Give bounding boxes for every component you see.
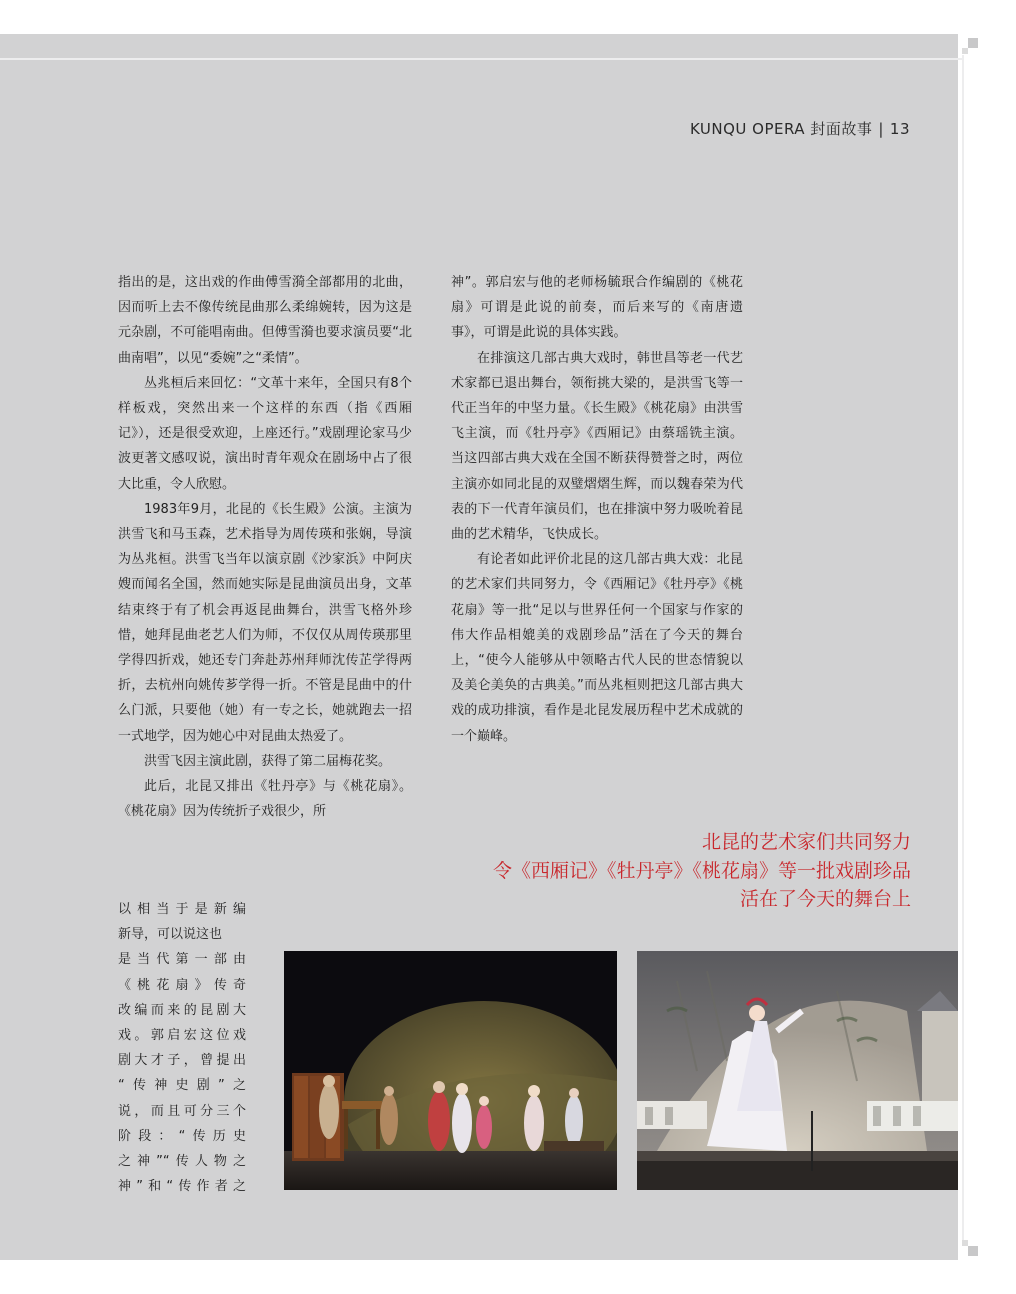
text-line: “传神史剧”之 — [118, 1078, 246, 1094]
paragraph: 在排演这几部古典大戏时，韩世昌等老一代艺术家都已退出舞台，领衔挑大梁的，是洪雪飞等一代正当年的中坚力量。《长生殿》《桃花扇》由洪雪飞主演，而《牡丹亭》《西厢记》由蔡瑶铣主演。当这四部古典大戏在全国不断获得赞誉之时，两位主演亦如同北昆的双璧熠熠生辉，而以魏春荣为代表的下一代青年演员们，也在排演中努力吸吮着昆曲的艺术精华，飞快成长。 — [451, 350, 743, 543]
paragraph: 丛兆桓后来回忆：“文革十来年，全国只有8个样板戏，突然出来一个这样的东西（指《西厢记》），还是很受欢迎，上座还行。”戏剧理论家马少波更著文感叹说，演出时青年观众在剧场中占了很大比重，令人欣慰。 — [118, 375, 412, 492]
page-number: 13 — [889, 120, 910, 138]
pull-quote-line: 活在了今天的舞台上 — [739, 888, 911, 910]
stage-photo-ensemble-art — [284, 951, 617, 1190]
paragraph: 洪雪飞因主演此剧，获得了第二届梅花奖。 — [144, 753, 392, 769]
pull-quote — [493, 828, 911, 914]
text-line: 是当代第一部由 — [118, 952, 246, 968]
stage-photo-solo — [637, 951, 958, 1190]
paragraph: 1983年9月，北昆的《长生殿》公演。主演为洪雪飞和马玉森，艺术指导为周传瑛和张娴，导演为丛兆桓。洪雪飞当年以演京剧《沙家浜》中阿庆嫂而闻名全国，然而她实际是昆曲演员出身，文革结束终于有了机会再返昆曲舞台，洪雪飞格外珍惜，她拜昆曲老艺人们为师，不仅仅从周传瑛那里学得四折戏，她还专门奔赴苏州拜师沈传芷学得两折，去杭州向姚传芗学得一折。不管是昆曲中的什么门派，只要他（她）有一专之长，她就跑去一招一式地学，因为她心中对昆曲太热爱了。 — [118, 501, 412, 744]
corner-mark-bottom-small — [962, 1240, 968, 1246]
pull-quote-line: 令《西厢记》《牡丹亭》《桃花扇》等一批戏剧珍品 — [492, 859, 911, 882]
pull-quote-line: 北昆的艺术家们共同努力 — [701, 831, 911, 853]
text-line: 之神”“传人物之 — [118, 1154, 246, 1170]
text-line: 剧大才子，曾提出 — [118, 1053, 246, 1069]
text-line: 阶段：“传历史 — [118, 1128, 246, 1144]
corner-mark-top — [968, 38, 978, 48]
corner-mark-top-small — [962, 48, 968, 54]
paragraph: 此后，北昆又排出《牡丹亭》与《桃花扇》。《桃花扇》因为传统折子戏很少，所 — [118, 779, 412, 820]
stage-photo-solo-art — [637, 951, 958, 1190]
stage-photo-ensemble — [284, 951, 617, 1190]
text-column-right — [451, 270, 743, 749]
paragraph: 有论者如此评价北昆的这几部古典大戏：北昆的艺术家们共同努力，令《西厢记》《牡丹亭》《桃花扇》等一批“足以与世界任何一个国家与作家的伟大作品相媲美的戏剧珍品”活在了今天的舞台上，“使今人能够从中领略古代人民的世态情貌以及美仑美奂的古典美。”而丛兆桓则把这几部古典大戏的成功排演，看作是北昆发展历程中艺术成就的一个巅峰。 — [451, 552, 743, 744]
header-en: KUNQU OPERA — [689, 120, 806, 138]
text-line: 以相当于是新编 — [118, 902, 246, 917]
frame-line-top — [0, 58, 964, 60]
text-line: 改编而来的昆剧大 — [118, 1002, 246, 1018]
text-line: 神”和“传作者之 — [118, 1179, 246, 1195]
text-line: 新导，可以说这也 — [118, 927, 223, 943]
corner-mark-bottom — [968, 1246, 978, 1256]
paragraph: 神”。郭启宏与他的老师杨毓珉合作编剧的《桃花扇》可谓是此说的前奏，而后来写的《南唐遗事》，可谓是此说的具体实践。 — [451, 275, 743, 341]
paragraph: 指出的是，这出戏的作曲傅雪漪全部都用的北曲，因而听上去不像传统昆曲那么柔绵婉转，因为这是元杂剧，不可能唱南曲。但傅雪漪也要求演员要“北曲南唱”，以见“委婉”之“柔情”。 — [118, 275, 412, 366]
header-separator: | — [878, 120, 884, 138]
running-header — [690, 118, 910, 139]
frame-line-right — [962, 55, 964, 1245]
text-line: 说，而且可分三个 — [118, 1103, 246, 1119]
text-line: 《桃花扇》传奇 — [118, 977, 246, 993]
text-column-wrap-narrow — [118, 897, 246, 1199]
text-line: 戏。郭启宏这位戏 — [118, 1028, 246, 1044]
header-cn: 封面故事 — [810, 120, 873, 138]
text-column-left — [118, 270, 412, 824]
